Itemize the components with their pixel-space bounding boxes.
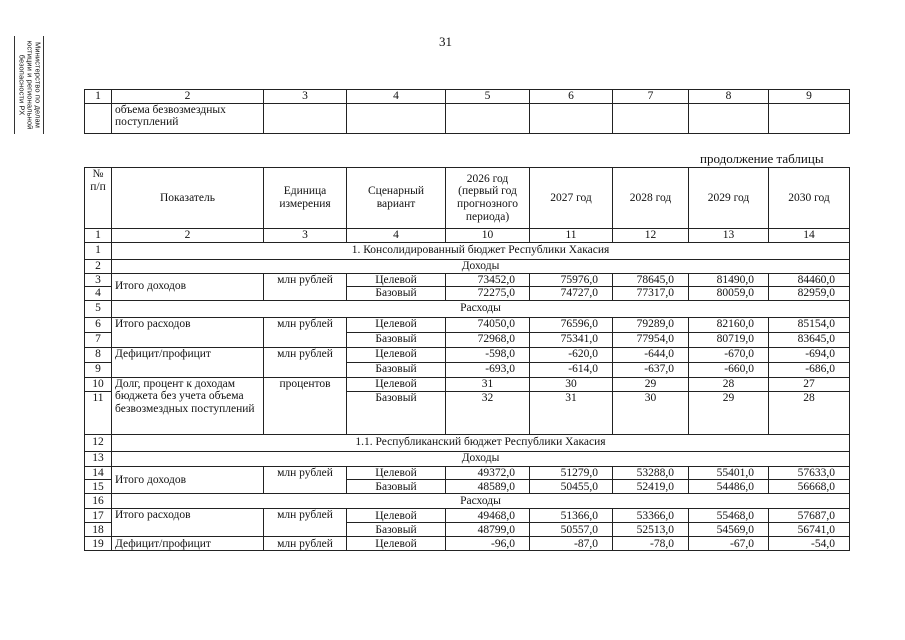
top-table-fragment (84, 89, 850, 134)
unit-cell: млн рублей (264, 273, 347, 300)
stamp-text: Министерство по делам юстиции и региональной безопасности РХ (17, 40, 42, 130)
indicator-cell: Долг, процент к доходам бюджета без учета объема безвозмездных поступлений (112, 377, 264, 434)
budget-forecast-table (84, 167, 850, 551)
indicator-cell: Итого доходов (112, 466, 264, 494)
section-row: 16 Расходы (85, 494, 850, 509)
table-row: 17 Итого расходов млн рублей Целевой 49468,0 51366,0 53366,0 55468,0 57687,0 (85, 509, 850, 523)
table-row: 1 2 3 4 5 6 7 8 9 (85, 90, 850, 104)
table-row: 15 Базовый 48589,0 50455,0 52419,0 54486,0 56668,0 (85, 480, 850, 494)
indicator-cell: Итого расходов (112, 317, 264, 347)
header-scenario: Сценарный вариант (347, 168, 446, 229)
header-indicator: Показатель (112, 168, 264, 229)
subsection-title: Доходы (112, 259, 850, 273)
header-2030: 2030 год (769, 168, 850, 229)
header-row (85, 168, 850, 229)
table-row: 7 Базовый 72968,0 75341,0 77954,0 80719,0 83645,0 (85, 332, 850, 347)
indicator-cell: Дефицит/профицит (112, 347, 264, 377)
table-row: 19 Дефицит/профицит млн рублей Целевой -96,0 -87,0 -78,0 -67,0 -54,0 (85, 537, 850, 551)
continuation-label: продолжение таблицы (700, 151, 824, 166)
table-row: 6 Итого расходов млн рублей Целевой 74050,0 76596,0 79289,0 82160,0 85154,0 (85, 317, 850, 332)
indicator-cell: Итого расходов (112, 509, 264, 537)
table-row: 14 Итого доходов млн рублей Целевой 49372,0 51279,0 53288,0 55401,0 57633,0 (85, 466, 850, 480)
indicator-cell: Итого доходов (112, 273, 264, 300)
unit-cell: млн рублей (264, 509, 347, 537)
header-2029: 2029 год (689, 168, 769, 229)
table-row: 9 Базовый -693,0 -614,0 -637,0 -660,0 -686,0 (85, 362, 850, 377)
unit-cell: процентов (264, 377, 347, 434)
indicator-cell: Дефицит/профицит (112, 537, 264, 551)
row-text: объема безвозмездных поступлений (112, 103, 264, 133)
section-row: 1 1. Консолидированный бюджет Республики Хакасия (85, 242, 850, 259)
unit-cell: млн рублей (264, 317, 347, 347)
table-row: 3 Итого доходов млн рублей Целевой 73452,0 75976,0 78645,0 81490,0 84460,0 (85, 273, 850, 287)
header-2027: 2027 год (530, 168, 613, 229)
header-num: № п/п (85, 168, 112, 229)
ministry-stamp (14, 36, 44, 134)
header-unit: Единица измерения (264, 168, 347, 229)
header-2028: 2028 год (613, 168, 689, 229)
subsection-title: Доходы (112, 451, 850, 466)
table-row: 8 Дефицит/профицит млн рублей Целевой -598,0 -620,0 -644,0 -670,0 -694,0 (85, 347, 850, 362)
section-row: 2 Доходы (85, 259, 850, 273)
table-row: 4 Базовый 72275,0 74727,0 77317,0 80059,0 82959,0 (85, 287, 850, 301)
unit-cell: млн рублей (264, 347, 347, 377)
column-number-row: 1 2 3 4 10 11 12 13 14 (85, 229, 850, 243)
unit-cell: млн рублей (264, 537, 347, 551)
table-row: 10 Долг, процент к доходам бюджета без учета объема безвозмездных поступлений процентов Целевой 31 30 29 28 27 (85, 377, 850, 391)
section-title: 1.1. Республиканский бюджет Республики Хакасия (112, 434, 850, 451)
section-row: 12 1.1. Республиканский бюджет Республики Хакасия (85, 434, 850, 451)
section-row: 5 Расходы (85, 300, 850, 317)
table-row (85, 103, 850, 133)
page-number: 31 (439, 34, 452, 49)
subsection-title: Расходы (112, 300, 850, 317)
unit-cell: млн рублей (264, 466, 347, 494)
section-row: 13 Доходы (85, 451, 850, 466)
table-row: 18 Базовый 48799,0 50557,0 52513,0 54569,0 56741,0 (85, 523, 850, 537)
subsection-title: Расходы (112, 494, 850, 509)
section-title: 1. Консолидированный бюджет Республики Хакасия (112, 242, 850, 259)
table-row: 11 Базовый 32 31 30 29 28 (85, 391, 850, 434)
header-2026: 2026 год (первый год прогнозного периода) (446, 168, 530, 229)
